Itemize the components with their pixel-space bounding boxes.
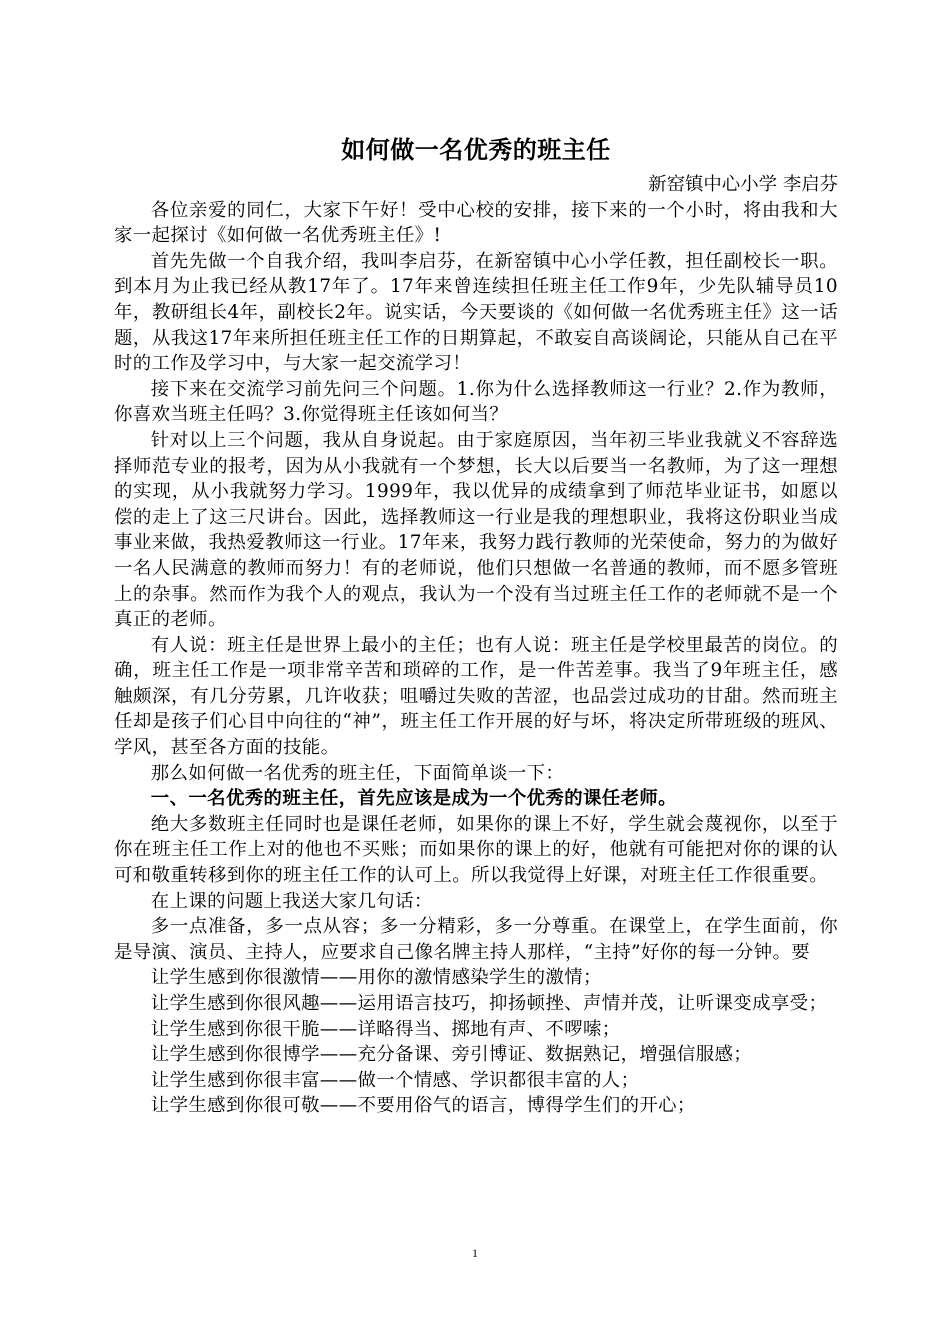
list-item-rich: 让学生感到你很丰富——做一个情感、学识都很丰富的人； — [150, 1069, 640, 1091]
paragraph-preparation: 多一点准备，多一点从容；多一分精彩，多一分尊重。在课堂上，在学生面前，你是导演、演员、主持人，应要求自己像名牌主持人那样，“主持”好你的每一分钟。要 — [114, 916, 838, 963]
paragraph-self-intro: 首先先做一个自我介绍，我叫李启芬，在新窑镇中心小学任教，担任副校长一职。到本月为止我已经从教17年了。17年来曾连续担任班主任工作9年，少先队辅导员10年，教研组长4年，副校长2年。说实话，今天要谈的《如何做一名优秀班主任》这一话题，从我这17年来所担任班主任工作的日期算起，不敢妄自高谈阔论，只能从自己在平时的工作及学习中，与大家一起交流学习！ — [114, 250, 838, 375]
author-byline: 新窑镇中心小学 李启芬 — [648, 174, 838, 195]
document-title: 如何做一名优秀的班主任 — [341, 135, 611, 164]
paragraph-greeting: 各位亲爱的同仁，大家下午好！受中心校的安排，接下来的一个小时，将由我和大家一起探讨《如何做一名优秀班主任》! — [114, 199, 838, 247]
paragraph-transition: 那么如何做一名优秀的班主任，下面简单谈一下： — [150, 762, 565, 784]
list-item-passion: 让学生感到你很激情——用你的激情感染学生的激情； — [150, 967, 602, 989]
list-item-respectable: 让学生感到你很可敬——不要用俗气的语言，博得学生们的开心； — [150, 1095, 696, 1117]
paragraph-answers: 针对以上三个问题，我从自身说起。由于家庭原因，当年初三毕业我就义不容辞选择师范专业的报考，因为从小我就有一个梦想，长大以后要当一名教师，为了这一理想的实现，从小我就努力学习。1999年，我以优异的成绩拿到了师范毕业证书，如愿以偿的走上了这三尺讲台。因此，选择教师这一行业是我的理想职业，我将这份职业当成事业来做，我热爱教师这一行业。17年来，我努力践行教师的光荣使命，努力的为做好一名人民满意的教师而努力！有的老师说，他们只想做一名普通的教师，而不愿多管班上的杂事。然而作为我个人的观点，我认为一个没有当过班主任工作的老师就不是一个真正的老师。 — [114, 429, 838, 631]
paragraph-three-questions: 接下来在交流学习前先问三个问题。1.你为什么选择教师这一行业？2.作为教师，你喜欢当班主任吗？3.你觉得班主任该如何当？ — [114, 378, 838, 426]
section-heading-1: 一、一名优秀的班主任，首先应该是成为一个优秀的课任老师。 — [150, 788, 677, 810]
paragraph-advice-intro: 在上课的问题上我送大家几句话： — [150, 890, 433, 912]
page-number: 1 — [472, 1246, 478, 1260]
list-item-decisive: 让学生感到你很干脆——详略得当、掷地有声、不啰嗦； — [150, 1018, 621, 1040]
document-page — [114, 132, 838, 1119]
list-item-learned: 让学生感到你很博学——充分备课、旁引博证、数据熟记，增强信服感； — [150, 1044, 753, 1066]
paragraph-head-teacher-role: 有人说：班主任是世界上最小的主任；也有人说：班主任是学校里最苦的岗位。的确，班主任工作是一项非常辛苦和琐碎的工作，是一件苦差事。我当了9年班主任，感触颇深，有几分劳累，几许收获；咀嚼过失败的苦涩，也品尝过成功的甘甜。然而班主任却是孩子们心目中向往的“神”，班主任工作开展的好与坏，将决定所带班级的班风、学风，甚至各方面的技能。 — [114, 634, 838, 759]
paragraph-good-teacher: 绝大多数班主任同时也是课任老师，如果你的课上不好，学生就会蔑视你，以至于你在班主任工作上对的他也不买账；而如果你的课上的好，他就有可能把对你的课的认可和敬重转移到你的班主任工作的认可上。所以我觉得上好课，对班主任工作很重要。 — [114, 813, 838, 887]
list-item-humor: 让学生感到你很风趣——运用语言技巧，抑扬顿挫、声情并茂，让听课变成享受； — [150, 993, 828, 1014]
